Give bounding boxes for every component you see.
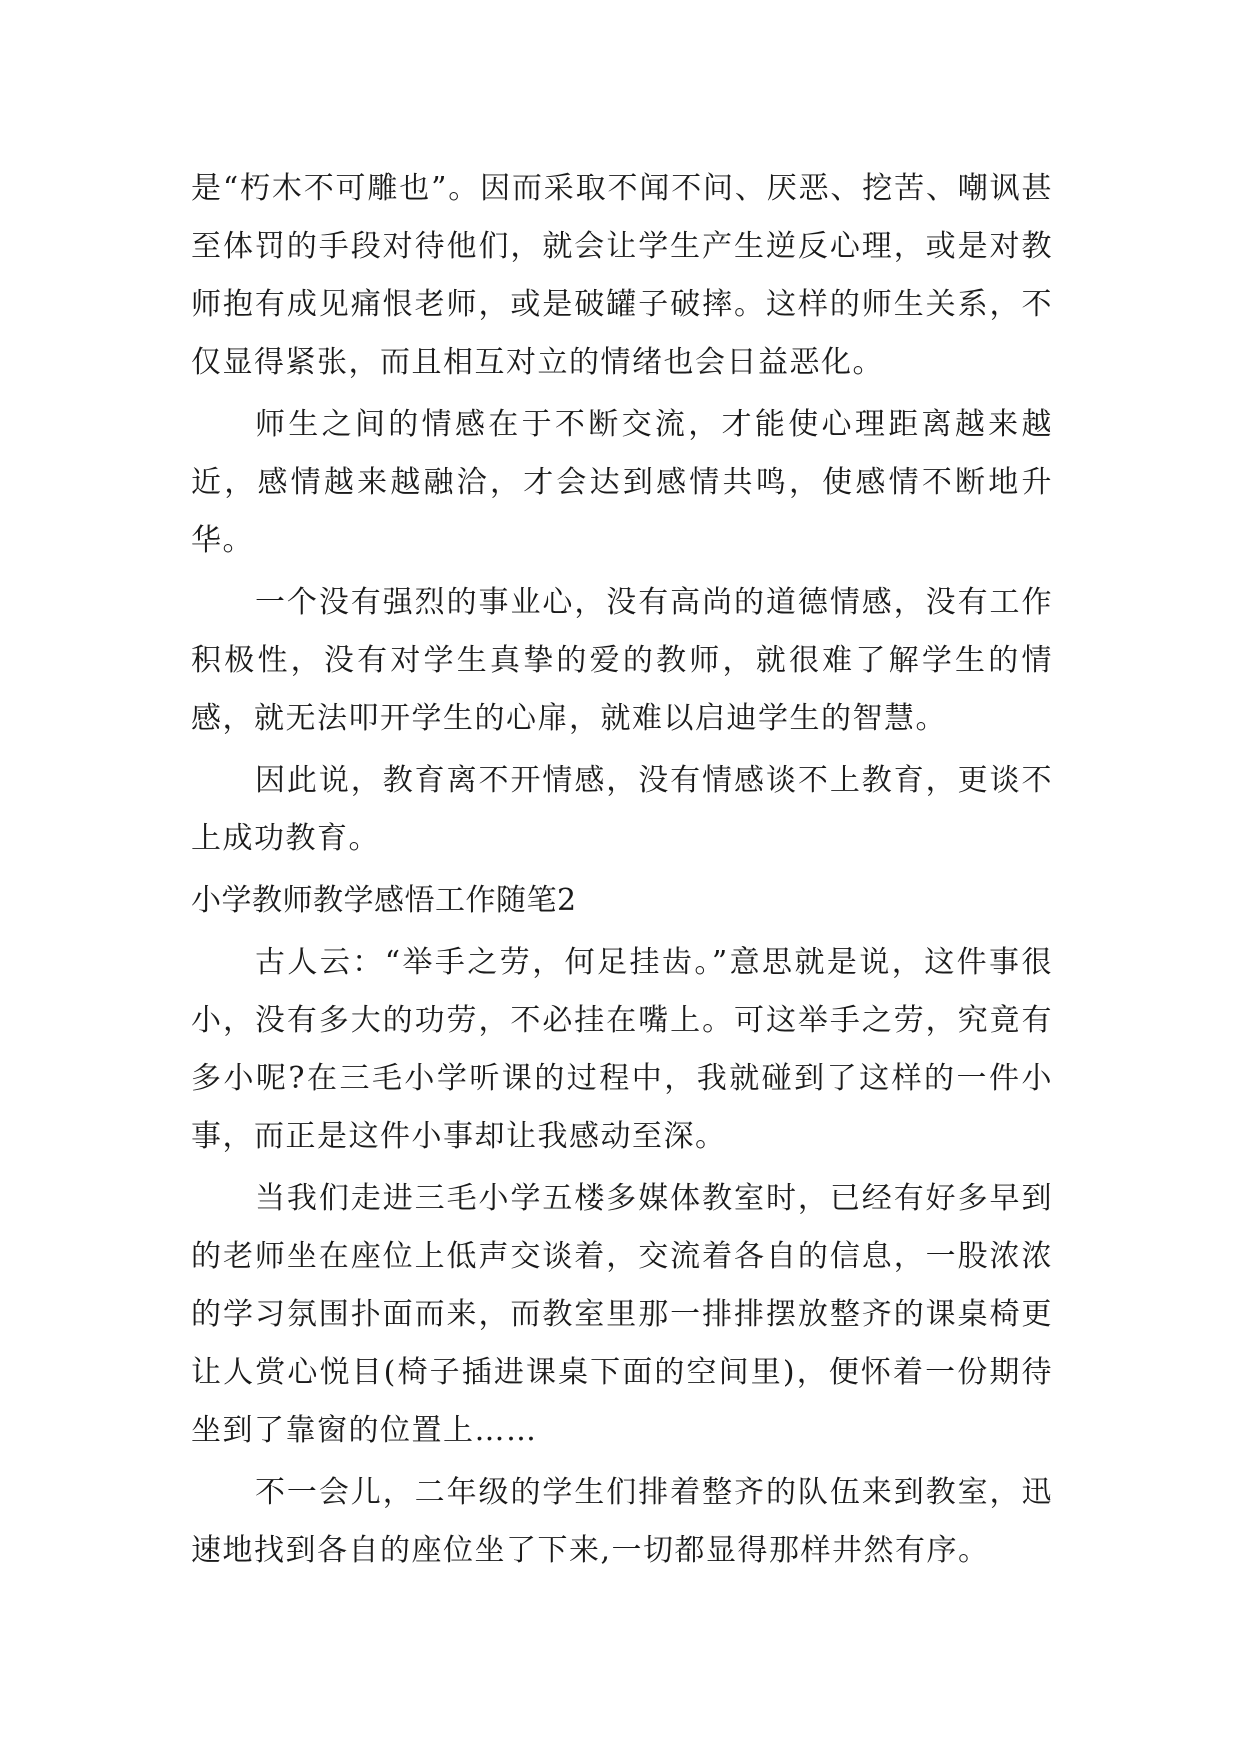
paragraph-6: 当我们走进三毛小学五楼多媒体教室时，已经有好多早到的老师坐在座位上低声交谈着，交流着各自的信息，一股浓浓的学习氛围扑面而来，而教室里那一排排摆放整齐的课桌椅更让人赏心悦目(椅子插进课桌下面的空间里)，便怀着一份期待坐到了靠窗的位置上…… — [191, 1181, 1053, 1448]
paragraph-4: 因此说，教育离不开情感，没有情感谈不上教育，更谈不上成功教育。 — [191, 763, 1053, 856]
section-heading: 小学教师教学感悟工作随笔2 — [191, 883, 577, 918]
paragraph-3: 一个没有强烈的事业心，没有高尚的道德情感，没有工作积极性，没有对学生真挚的爱的教师，就很难了解学生的情感，就无法叩开学生的心扉，就难以启迪学生的智慧。 — [191, 585, 1053, 736]
paragraph-7: 不一会儿，二年级的学生们排着整齐的队伍来到教室，迅速地找到各自的座位坐了下来,一切都显得那样井然有序。 — [191, 1475, 1053, 1568]
document-body — [191, 160, 1053, 1584]
paragraph-1: 是“朽木不可雕也”。因而采取不闻不问、厌恶、挖苦、嘲讽甚至体罚的手段对待他们，就会让学生产生逆反心理，或是对教师抱有成见痛恨老师，或是破罐子破摔。这样的师生关系，不仅显得紧张，而且相互对立的情绪也会日益恶化。 — [191, 171, 1053, 380]
paragraph-2: 师生之间的情感在于不断交流，才能使心理距离越来越近，感情越来越融洽，才会达到感情共鸣，使感情不断地升华。 — [191, 407, 1053, 558]
paragraph-5: 古人云：“举手之劳，何足挂齿。”意思就是说，这件事很小，没有多大的功劳，不必挂在嘴上。可这举手之劳，究竟有多小呢?在三毛小学听课的过程中，我就碰到了这样的一件小事，而正是这件小事却让我感动至深。 — [191, 945, 1053, 1154]
